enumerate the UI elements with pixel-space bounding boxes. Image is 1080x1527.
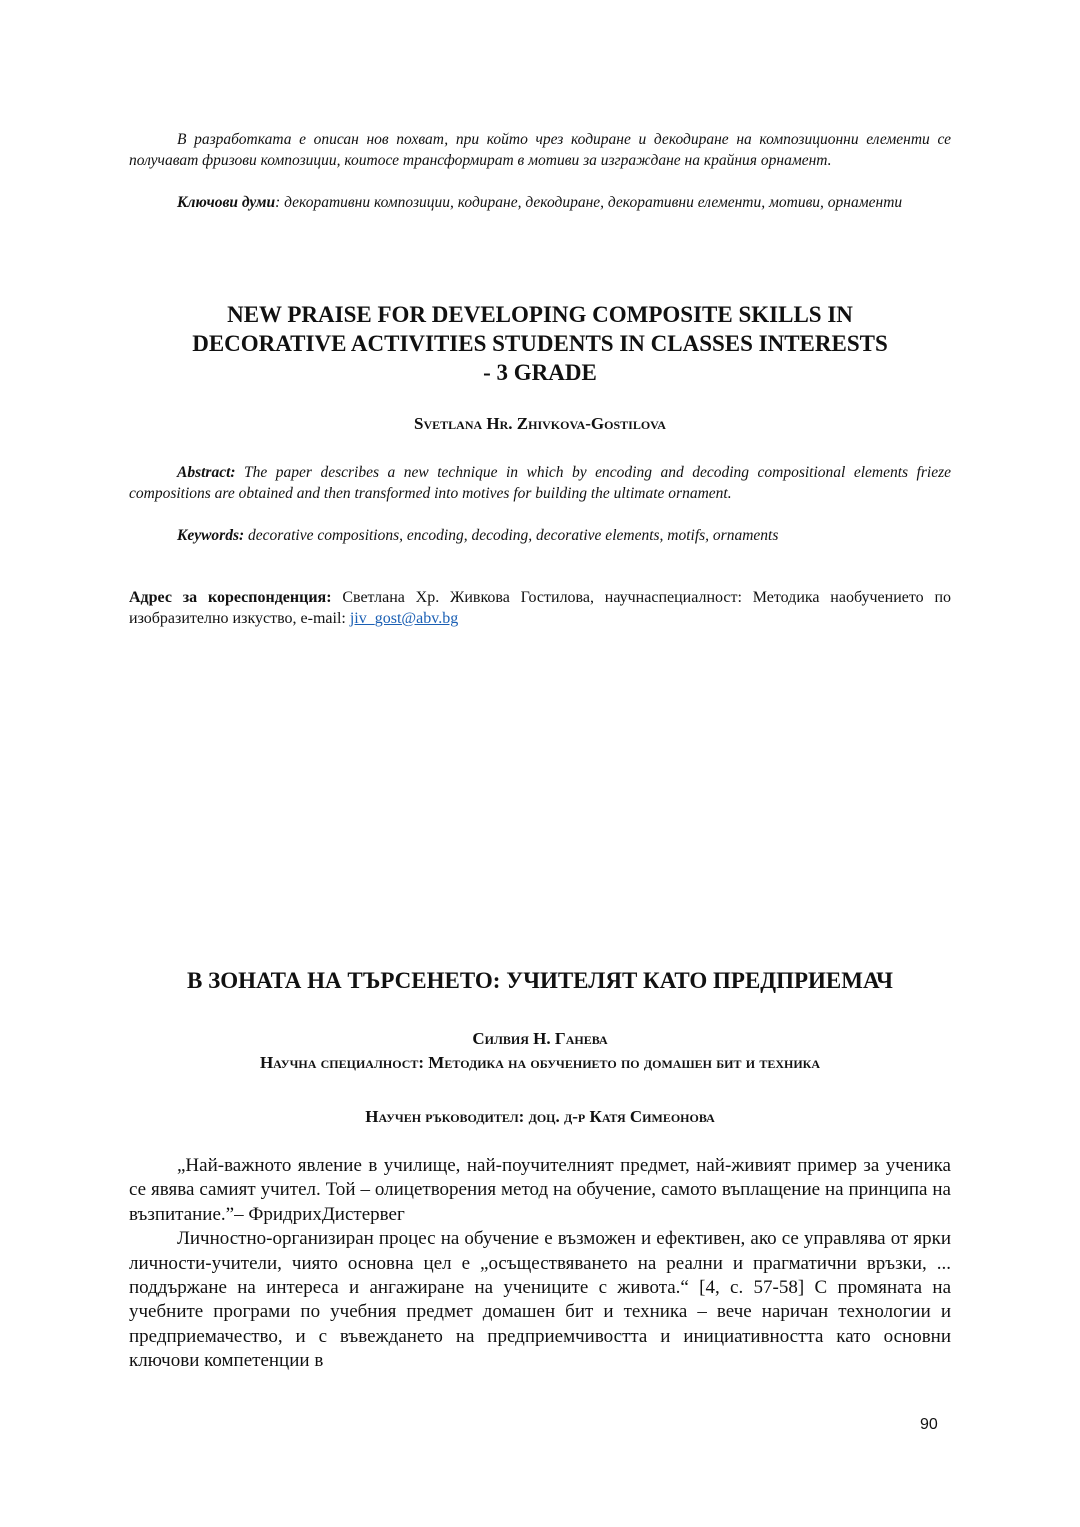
en-abstract bbox=[129, 462, 951, 546]
bg-keywords bbox=[129, 192, 951, 213]
bg-keywords-label: Ключови думи bbox=[177, 194, 276, 211]
page-number: 90 bbox=[920, 1416, 938, 1433]
email-link[interactable]: jiv_gost@abv.bg bbox=[349, 610, 459, 627]
body-paragraph: Личностно-организиран процес на обучение е възможен и ефективен, ако се управлява от ярки личности-учители, чиято основна цел е „осъществяването на реални и прагматични връзки, ... поддържане на интереса и ангажиране на учениците с живота.“ [4, с. 57-58] С промяната на учебните програми по учебния предмет домашен бит и техника – вече наричан технологии и предприемачество, и с въвеждането на предприемчивостта и инициативността като основни ключови компетенции в bbox=[129, 1228, 951, 1372]
en-keywords-text: decorative compositions, encoding, decoding, decorative elements, motifs, ornaments bbox=[244, 527, 779, 544]
bg-keywords-text: : декоративни композиции, кодиране, декодиране, декоративни елементи, мотиви, орнаменти bbox=[275, 194, 903, 211]
article-specialty: Научна специалност: Методика на обучението по домашен бит и техника bbox=[259, 1053, 821, 1072]
article-body bbox=[129, 1154, 951, 1374]
article-title: В ЗОНАТА НА ТЪРСЕНЕТО: УЧИТЕЛЯТ КАТО ПРЕДПРИЕМАЧ bbox=[187, 968, 893, 993]
en-keywords-label: Keywords: bbox=[177, 527, 245, 544]
en-author: Svetlana Hr. Zhivkova-Gostilova bbox=[414, 414, 666, 433]
article-author: Силвия Н. Ганева bbox=[472, 1029, 608, 1048]
en-abstract-label: Abstract: bbox=[177, 464, 236, 481]
correspondence-label: Адрес за кореспонденция: bbox=[129, 589, 332, 606]
en-abstract-text: The paper describes a new technique in which by encoding and decoding compositional elements frieze compositions are obtained and then transformed into motives for building the ultimate ornament. bbox=[129, 464, 951, 502]
bg-abstract-text: В разработката е описан нов похват, при който чрез кодиране и декодиране на композиционни елементи се получават фризови композиции, коитосе трансформират в мотиви за изграждане на крайния орнамент. bbox=[129, 131, 951, 169]
article-supervisor: Научен ръководител: доц. д-р Катя Симеонова bbox=[365, 1107, 715, 1126]
body-paragraph: „Най-важното явление в училище, най-поучителният предмет, най-живият пример за ученика се явява самият учител. Той – олицетворения метод на обучение, самото въплащение на принципа на възпитание.”– ФридрихДистервег bbox=[129, 1155, 951, 1225]
en-title: NEW PRAISE FOR DEVELOPING COMPOSITE SKILLS IN DECORATIVE ACTIVITIES STUDENTS IN CLASSES INTERESTS - 3 GRADE bbox=[192, 302, 888, 385]
en-keywords bbox=[129, 525, 951, 546]
bg-abstract bbox=[129, 129, 951, 213]
correspondence bbox=[129, 587, 951, 629]
correspondence-text: Светлана Хр. Живкова Гостилова, научнаспециалност: Методика наобучението по изобразително изкуство, e-mail: bbox=[129, 589, 952, 627]
